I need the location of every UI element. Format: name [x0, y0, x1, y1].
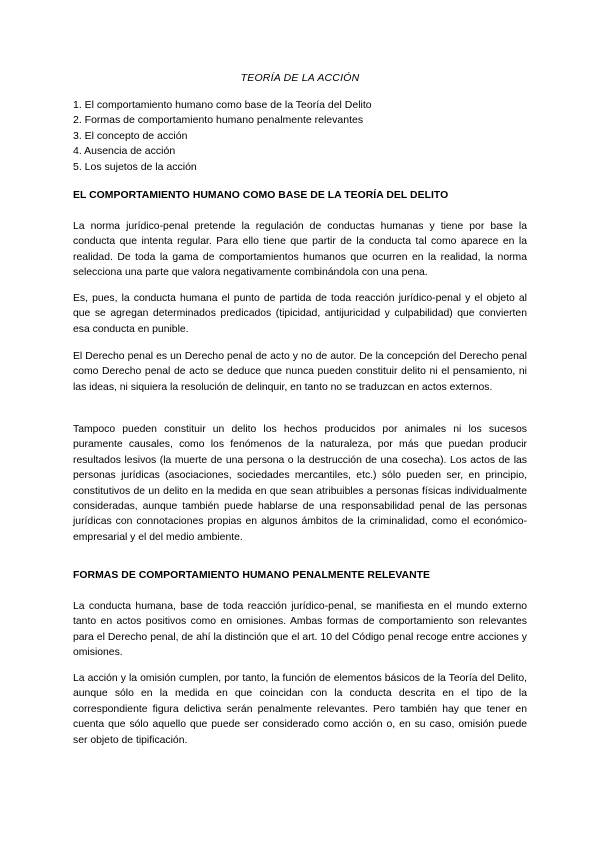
- document-title: TEORÍA DE LA ACCIÓN: [240, 72, 360, 84]
- toc-item: 2. Formas de comportamiento humano penalmente relevantes: [73, 114, 364, 127]
- toc-item: 3. El concepto de acción: [73, 129, 188, 142]
- body-paragraph: La norma jurídico-penal pretende la regulación de conductas humanas y tiene por base la conducta que intenta regular. Para ello tiene que partir de la conducta tal como aparece en la realidad. De toda la gama de comportamientos humanos que ocurren en la realidad, la norma selecciona una parte que valora negativamente combinándola con una pena.: [73, 221, 527, 279]
- toc-item: 1. El comportamiento humano como base de la Teoría del Delito: [73, 99, 372, 111]
- body-paragraph: La conducta humana, base de toda reacción jurídico-penal, se manifiesta en el mundo externo tanto en actos positivos como en omisiones. Ambas formas de comportamiento son relevantes para el Derecho penal, de ahí la distinción que el art. 10 del Código penal recoge entre acciones y omisiones.: [73, 601, 527, 659]
- table-of-contents: [73, 98, 372, 175]
- section-heading: FORMAS DE COMPORTAMIENTO HUMANO PENALMENTE RELEVANTE: [73, 570, 431, 581]
- body-paragraph: El Derecho penal es un Derecho penal de acto y no de autor. De la concepción del Derecho penal como Derecho penal de acto se deduce que nunca pueden constituir delito ni el pensamiento, ni las ideas, ni siquiera la resolución de delinquir, en tanto no se traduzcan en actos externos.: [73, 351, 527, 393]
- toc-item: 4. Ausencia de acción: [73, 145, 176, 158]
- body-paragraph: Tampoco pueden constituir un delito los hechos producidos por animales ni los sucesos puramente causales, como los fenómenos de la naturaleza, por más que puedan producir resultados lesivos (la muerte de una persona o la destrucción de una cosecha). Los actos de las personas jurídicas (asociaciones, sociedades mercantiles, etc.) sólo pueden ser, en principio, constitutivos de un delito en la medida en que sean atribuibles a personas físicas individualmente consideradas, aunque también puede hablarse de una responsabilidad penal de las personas jurídicas con connotaciones propias en algunos ámbitos de la criminalidad, como el económico-empresarial y el del medio ambiente.: [73, 424, 527, 543]
- toc-item: 5. Los sujetos de la acción: [73, 160, 197, 173]
- body-paragraph: La acción y la omisión cumplen, por tanto, la función de elementos básicos de la Teoría del Delito, aunque sólo en la medida en que coincidan con la conducta descrita en el tipo de la correspondiente figura delictiva serán penalmente relevantes. Pero también hay que tener en cuenta que sólo aquello que puede ser considerado como acción o, en su caso, omisión puede ser objeto de tipificación.: [73, 673, 527, 746]
- body-paragraph: Es, pues, la conducta humana el punto de partida de toda reacción jurídico-penal y el objeto al que se agregan determinados predicados (tipicidad, antijuricidad y culpabilidad) que convierten esa conducta en punible.: [73, 293, 527, 335]
- section-heading: EL COMPORTAMIENTO HUMANO COMO BASE DE LA TEORÍA DEL DELITO: [73, 190, 449, 201]
